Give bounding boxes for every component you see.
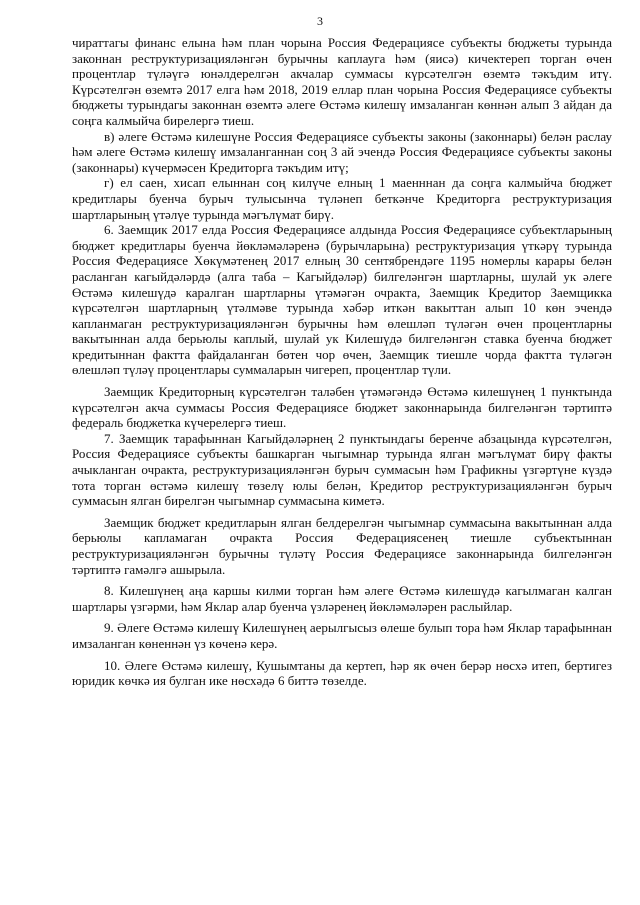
paragraph: 10. Әлеге Өстәмә килешү, Кушымтаны да кертеп, һәр як өчен берәр нөсхә итеп, бертигез юридик көчкә ия булган ике нөсхәдә 6 биттә төзелде.: [72, 657, 612, 689]
paragraph: 7. Заемщик тарафыннан Кагыйдәләрнең 2 пунктындагы беренче абзацында күрсәтелгән, Россия Федерациясе субъекты башкарган чыгымнар турында ялган мәгълүмат бирү факты ачыкланган очракта, реструктуризацияләнгән бурыч суммасын һәм Графикны үзгәртүне күздә тота торган өстәмә килешү төзелү юлы белән, Кредитор реструктуризацияләнгән бурыч суммасын ялган бирелгән чыгымнар суммасына киметә.: [72, 430, 612, 509]
paragraph: 9. Әлеге Өстәмә килешү Килешүнең аерылгысыз өлеше булып тора һәм Яклар тарафыннан имзаланган көненнән үз көченә керә.: [72, 620, 612, 651]
page-number: 3: [317, 14, 323, 28]
paragraph: чираттагы финанс елына һәм план чорына Россия Федерациясе субъекты бюджеты турында законнан реструктуризацияләнгән бурычны каплауга һәм (яисә) кичектереп торган өчен процентлар түләүгә юнәлдерелгән акчалар суммасы күрсәтелгән өземтә тәкъдим итү. Күрсәтелгән өземтә 2017 елга һәм 2018, 2019 еллар план чорына Россия Федерациясе субъекты бюджеты турындагы законнан өземтә әлеге Өстәмә килешү имзаланган көннән алып 3 айдан да соңга калмыйча бирелергә тиеш.: [72, 35, 612, 128]
paragraph: в) әлеге Өстәмә килешүне Россия Федерациясе субъекты законы (законнары) белән раслау һәм әлеге Өстәмә килешү имзаланганнан соң 3 ай эчендә Россия Федерациясе субъекты законы (законнары) күчермәсен Кредиторга тәкъдим итү;: [72, 128, 612, 175]
document-body: [72, 35, 612, 689]
paragraph: г) ел саен, хисап елыннан соң килүче елның 1 маенннан да соңга калмыйча бюджет кредитлары буенча бурыч тулысынча түләнеп беткәнче Кредиторга реструктуризация шартларының үтәлүе турында мәгълүмат бирү.: [72, 175, 612, 222]
paragraph: Заемщик Кредиторның күрсәтелгән таләбен үтәмәгәндә Өстәмә килешүнең 1 пунктында күрсәтелгән акча суммасы Россия Федерациясе бюджет законнарында билгеләнгән тәртиптә федераль бюджетка күчерелергә тиеш.: [72, 384, 612, 431]
paragraph: Заемщик бюджет кредитларын ялган белдерелгән чыгымнар суммасына вакытыннан алда берьюлы капламаган очракта Россия Федерациясенең тиешле субъектыннан реструктуризацияләнгән бурычны түләтү Россия Федерациясе законнарында билгеләнгән тәртиптә гамәлгә ашырыла.: [72, 514, 612, 577]
paragraph: 6. Заемщик 2017 елда Россия Федерациясе алдында Россия Федерациясе субъектларының бюджет кредитлары буенча йөкләмәләренә (бурычларына) реструктуризация үткәрү турында Россия Федерациясе Хөкүмәтенең 2017 елның 30 сентябрендәге 1195 номерлы карары белән расланган кагыйдәләрдә (алга таба – Кагыйдәләр) билгеләнгән шартларны, шулай ук әлеге Өстәмә килешүдә каралган шартларны үтәмәгән очракта, Заемщик Кредитор Заемщикка күрсәтелгән шартларның үтәлмәве турында хәбәр иткән вакыттан алып 10 көн эчендә капланмаган реструктуризацияләнгән бурычны һәм өлешләп түләгән өчен процентларны вакытыннан алда берьюлы каплый, шулай ук Килешүдә билгеләнгән ставка буенча бюджет кредитыннан фактта файдаланган бөтен чор өчен, Заемщик тиешле чорда фактта түләгән өлешләп түләү процентлары суммаларын чигереп, процентлар түли.: [72, 222, 612, 378]
paragraph: 8. Килешүнең аңа каршы килми торган һәм әлеге Өстәмә килешүдә кагылмаган калган шартлары үзгәрми, һәм Яклар алар буенча үзләренең йөкләмәләрен раслыйлар.: [72, 583, 612, 614]
